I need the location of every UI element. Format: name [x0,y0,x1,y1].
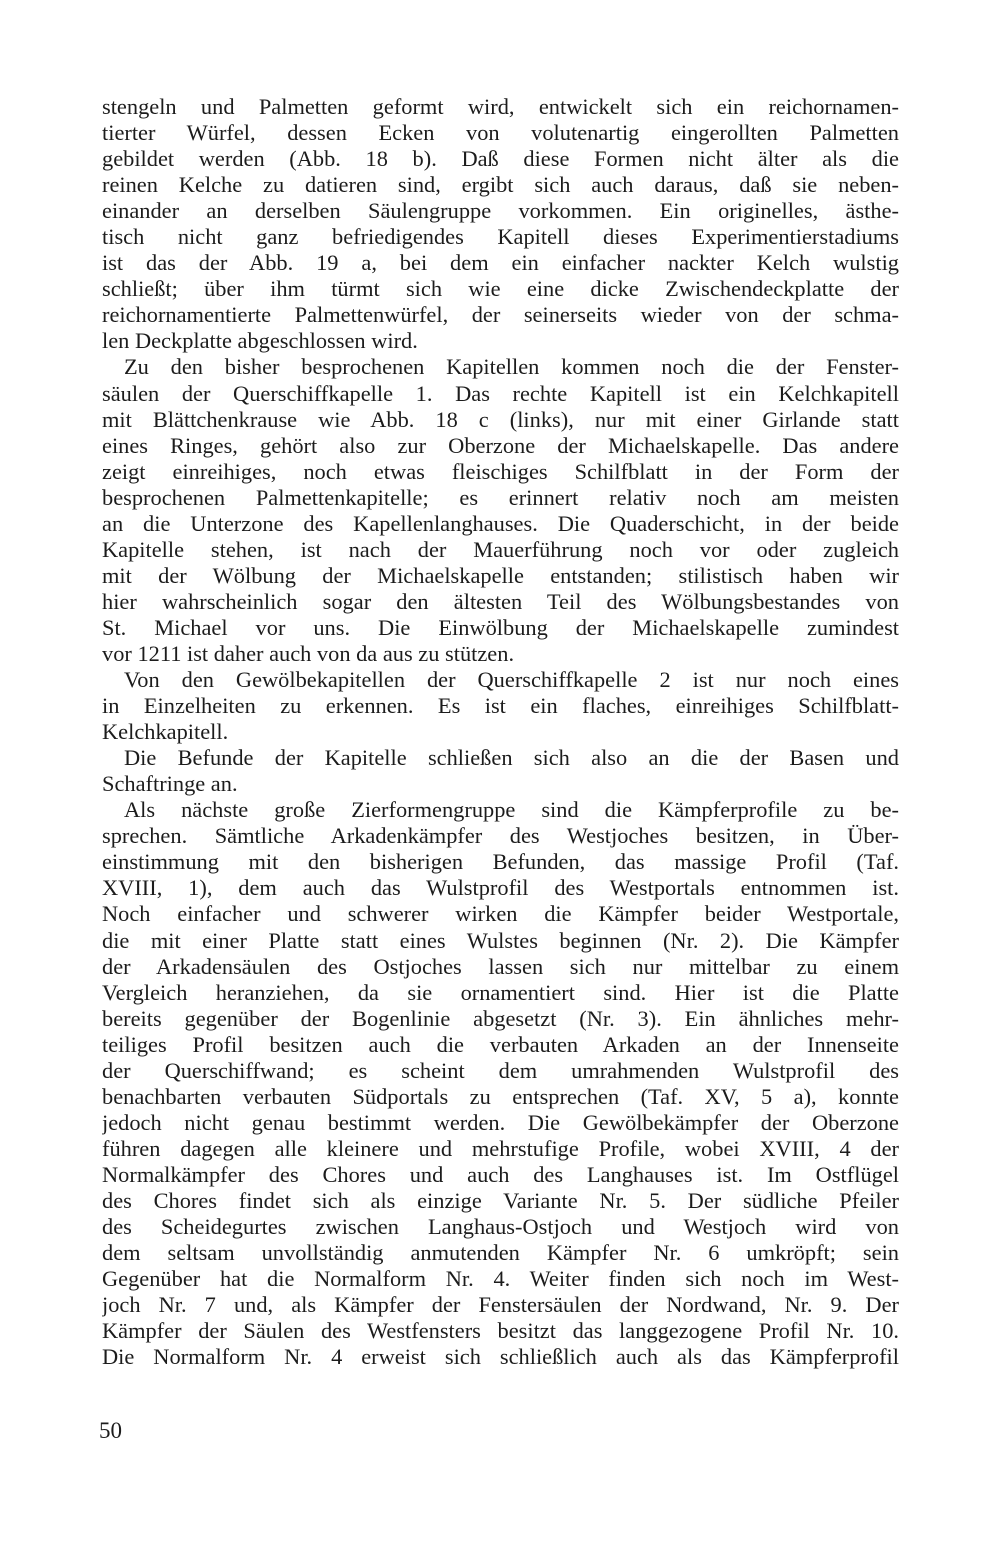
text-line: XVIII, 1), dem auch das Wulstprofil des Westportals entnommen ist. [102,875,899,901]
text-line: hier wahrscheinlich sogar den ältesten Teil des Wölbungsbestandes von [102,588,899,614]
text-line: schließt; über ihm türmt sich wie eine dicke Zwischendeckplatte der [102,276,899,302]
text-line: reichornamentierte Palmettenwürfel, der seinerseits wieder von der schma- [102,302,899,328]
text-line: besprochenen Palmettenkapitelle; es erinnert relativ noch am meisten [102,484,899,510]
text-line: Von den Gewölbekapitellen der Querschiffkapelle 2 ist nur noch eines [124,667,899,693]
text-line: führen dagegen alle kleinere und mehrstufige Profile, wobei XVIII, 4 der [102,1135,899,1161]
text-line: len Deckplatte abgeschlossen wird. [102,328,418,354]
paragraph [102,94,899,354]
paragraph [102,797,899,1370]
text-line: joch Nr. 7 und, als Kämpfer der Fenstersäulen der Nordwand, Nr. 9. Der [102,1292,899,1318]
text-line: tierter Würfel, dessen Ecken von volutenartig eingerollten Palmetten [102,120,899,146]
text-line: einander an derselben Säulengruppe vorkommen. Ein originelles, ästhe- [102,198,899,224]
text-line: gebildet werden (Abb. 18 b). Daß diese Formen nicht älter als die [102,146,899,172]
text-line: zeigt einreihiges, noch etwas fleischiges Schilfblatt in der Form der [102,458,899,484]
text-line: Schaftringe an. [102,771,238,797]
text-line: Die Befunde der Kapitelle schließen sich also an die der Basen und [124,745,899,771]
text-line: Als nächste große Zierformengruppe sind die Kämpferprofile zu be- [124,797,899,823]
text-line: der Arkadensäulen des Ostjoches lassen sich nur mittelbar zu einem [102,953,899,979]
text-line: eines Ringes, gehört also zur Oberzone der Michaelskapelle. Das andere [102,432,899,458]
text-line: benachbarten verbauten Südportals zu entsprechen (Taf. XV, 5 a), konnte [102,1083,899,1109]
text-line: Die Normalform Nr. 4 erweist sich schließlich auch als das Kämpferprofil [102,1344,899,1370]
text-line: bereits gegenüber der Bogenlinie abgesetzt (Nr. 3). Ein ähnliches mehr- [102,1005,899,1031]
text-line: teiliges Profil besitzen auch die verbauten Arkaden an der Innenseite [102,1031,899,1057]
body-text [102,94,899,1370]
text-line: ist das der Abb. 19 a, bei dem ein einfacher nackter Kelch wulstig [102,250,899,276]
text-line: dem seltsam unvollständig anmutenden Kämpfer Nr. 6 umkröpft; sein [102,1240,899,1266]
text-line: an die Unterzone des Kapellenlanghauses. Die Quaderschicht, in der beide [102,510,899,536]
text-line: Normalkämpfer des Chores und auch des Langhauses ist. Im Ostflügel [102,1161,899,1187]
text-line: der Querschiffwand; es scheint dem umrahmenden Wulstprofil des [102,1057,899,1083]
text-line: Noch einfacher und schwerer wirken die Kämpfer beider Westportale, [102,901,899,927]
text-line: Kelchkapitell. [102,719,229,745]
text-line: stengeln und Palmetten geformt wird, entwickelt sich ein reichornamen- [102,94,899,119]
text-line: mit der Wölbung der Michaelskapelle entstanden; stilistisch haben wir [102,562,899,588]
text-line: Kämpfer der Säulen des Westfensters besitzt das langgezogene Profil Nr. 10. [102,1318,899,1344]
text-line: tisch nicht ganz befriedigendes Kapitell dieses Experimentierstadiums [102,224,899,250]
text-line: die mit einer Platte statt eines Wulstes beginnen (Nr. 2). Die Kämpfer [102,927,899,953]
text-line: einstimmung mit den bisherigen Befunden, das massige Profil (Taf. [102,849,899,875]
text-line: Kapitelle stehen, ist nach der Mauerführung noch vor oder zugleich [102,536,899,562]
text-line: Gegenüber hat die Normalform Nr. 4. Weiter finden sich noch im West- [102,1266,899,1292]
paragraph [102,745,899,797]
paragraph [102,667,899,745]
paragraph [102,354,899,667]
text-line: Zu den bisher besprochenen Kapitellen kommen noch die der Fenster- [124,354,899,380]
text-line: sprechen. Sämtliche Arkadenkämpfer des Westjoches besitzen, in Über- [102,823,899,849]
text-line: des Scheidegurtes zwischen Langhaus-Ostjoch und Westjoch wird von [102,1214,899,1240]
text-line: St. Michael vor uns. Die Einwölbung der Michaelskapelle zumindest [102,614,899,640]
text-line: Vergleich heranziehen, da sie ornamentiert sind. Hier ist die Platte [102,979,899,1005]
text-line: jedoch nicht genau bestimmt werden. Die Gewölbekämpfer der Oberzone [102,1109,899,1135]
page-number: 50 [99,1418,122,1443]
text-line: mit Blättchenkrause wie Abb. 18 c (links), nur mit einer Girlande statt [102,406,899,432]
text-line: reinen Kelche zu datieren sind, ergibt sich auch daraus, daß sie neben- [102,172,899,198]
text-line: vor 1211 ist daher auch von da aus zu stützen. [102,640,515,666]
text-line: in Einzelheiten zu erkennen. Es ist ein flaches, einreihiges Schilfblatt- [102,693,899,719]
text-line: säulen der Querschiffkapelle 1. Das rechte Kapitell ist ein Kelchkapitell [102,380,899,406]
text-line: des Chores findet sich als einzige Variante Nr. 5. Der südliche Pfeiler [102,1187,899,1213]
